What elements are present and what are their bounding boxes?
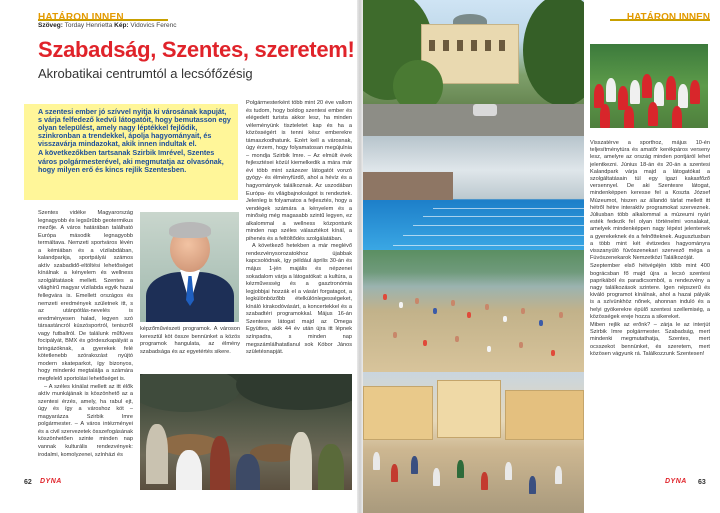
acrobat xyxy=(606,78,616,102)
acrobat xyxy=(600,104,610,128)
pedestrian xyxy=(373,452,380,470)
acrobat xyxy=(648,102,658,126)
body-column-right xyxy=(590,140,710,476)
pedestrian xyxy=(411,456,418,474)
byline-photo-label: Kép: xyxy=(114,22,129,29)
acrobat xyxy=(690,80,700,104)
bather xyxy=(383,294,387,300)
bather xyxy=(539,320,543,326)
body-column-b xyxy=(140,326,240,372)
spectator-stand xyxy=(363,172,453,200)
pool-lane xyxy=(433,208,584,209)
pedestrian xyxy=(433,468,440,486)
pedestrian xyxy=(457,460,464,478)
window xyxy=(429,40,435,51)
pool-lane xyxy=(413,225,584,226)
window xyxy=(443,40,449,51)
lead-paragraph: A szentesi ember jó szívvel nyitja ki városának kapuját, s várja felfedező kedvű látogatóit, hogy bemutasson egy olyan települést, amely nagy léptékkel fejlődik, szinkronban a trendekkel, ápolja hagyományait, és visszavárja mindazokat, akik innen indultak el. xyxy=(38,107,231,149)
acrobat xyxy=(666,76,676,100)
acrobat xyxy=(624,106,634,128)
body-column-c xyxy=(246,100,352,370)
section-rubric-right xyxy=(610,7,710,21)
car xyxy=(473,104,497,116)
magazine-logo-right: DYNA xyxy=(665,478,687,485)
person xyxy=(236,454,260,490)
bather xyxy=(503,316,507,322)
section-rubric-left xyxy=(38,7,168,21)
portrait-hair xyxy=(169,222,211,238)
bather xyxy=(393,332,397,338)
pedestrian xyxy=(391,464,398,482)
acrobat xyxy=(678,84,688,108)
pool-lane xyxy=(393,245,584,246)
article-headline: Szabadság, Szentes, szeretem! xyxy=(38,37,355,62)
person xyxy=(210,436,230,490)
portrait-photo xyxy=(140,212,239,322)
bather xyxy=(485,304,489,310)
acrobatics-team-photo xyxy=(590,44,708,128)
window xyxy=(471,40,477,51)
page-number-right: 63 xyxy=(698,479,706,486)
body-paragraph: képzőművészeti programok. A városon keresztül köt össze bennünket a közös programok hangulata, az élmény szabadsága és az egyetértés sikere. xyxy=(140,326,240,355)
bather xyxy=(551,350,555,356)
bather xyxy=(399,302,403,308)
article-subhead: Akrobatikai centrumtól a lecsófőzésig xyxy=(38,66,253,81)
pedestrian xyxy=(481,472,488,490)
house xyxy=(437,380,501,438)
body-paragraph: Polgármesterként több mint 20 éve vallom és tudom, hogy boldog szentesi ember és elégedett turista akkor lesz, ha minden véleményünk tiszteletet kap és ha a közösségért is tenni kész emberekre támaszkodhatunk. Ezért kell a városnak, úgy érzem, hogy folyamatosan megújulnia – mondja Szirbik Imre. – Az elmúlt évek fejlesztései közül kiemelkedik a mára már évi több mint százezer látogatót vonzó gyógy- és élményfürdő, ahol a hévíz és a hagyományok találkoznak. Az uszodában Európa- és világbajnokságot is rendeztek. Jelenleg is folyamatos a fejlesztés, hogy a vendégek számára a kényelem és a minőség még magasabb szintű legyen, ez alkalommal a wellness központunk minden nap széles választékot kínál, a pihenés és a feltöltődés szolgálatában. xyxy=(246,100,352,242)
bather xyxy=(467,312,471,318)
pool-lane xyxy=(423,216,584,217)
bather xyxy=(451,300,455,306)
indoor-pool-photo xyxy=(363,136,584,250)
market-crowd-photo xyxy=(140,374,352,490)
bather xyxy=(455,336,459,342)
street-festival-photo xyxy=(363,372,584,513)
person xyxy=(318,444,344,490)
body-paragraph: Szeptember első hétvégéjén több mint 400 bográcsban fő majd újra a lecsó szentesi paprikából és paradicsomból, a rendezvény a nagy találkozások szintere. Igen népszerű és kiváló programot kínálnak, ahol a hazai pályák is a szívünkhöz nőnek, ahonnan induló és a helyi gyökerekre épülő szentesi szellemiség, a közösségek ereje hozza a sikereket. xyxy=(590,263,710,320)
acrobat xyxy=(630,80,640,104)
bather xyxy=(487,346,491,352)
window xyxy=(485,40,491,51)
house xyxy=(363,386,433,440)
bather xyxy=(415,298,419,304)
tree xyxy=(523,0,584,106)
pool-lane xyxy=(403,235,584,236)
section-rubric-left-text: HATÁRON INNEN xyxy=(38,12,124,23)
acrobat xyxy=(642,74,652,98)
page-number-left: 62 xyxy=(24,479,32,486)
bather xyxy=(433,308,437,314)
section-rubric-right-text: HATÁRON INNEN xyxy=(626,12,710,23)
magazine-logo-left: DYNA xyxy=(40,478,62,485)
window xyxy=(457,40,463,51)
bather xyxy=(521,308,525,314)
body-column-a xyxy=(38,210,133,476)
bather xyxy=(423,340,427,346)
lead-paragraph: A következőkben tartsanak Szirbik Imrével, Szentes város polgármesterével, aki megmutatja az olvasónak, hogy milyen erő és kincs rejlik Szentesben. xyxy=(38,148,224,174)
bather xyxy=(559,312,563,318)
byline xyxy=(38,22,177,29)
house xyxy=(505,390,584,440)
lead-box xyxy=(24,104,238,200)
crowded-beach-photo xyxy=(363,250,584,372)
tree-canopy xyxy=(236,374,352,410)
byline-text-author: Torday Henrietta xyxy=(64,22,113,29)
pedestrian xyxy=(555,466,562,484)
person xyxy=(146,424,168,484)
town-hall-photo xyxy=(363,0,584,136)
body-paragraph: A következő hetekben a már meglévő rendezvénysorozatokhoz újabbak kapcsolódnak, így például április 30-án és május 1-jén majális és népzenei sokadalom várja a látogatókat: a kultúra, a kézművesség és a gasztronómia legjobbjai hozzák el a vásári forgatagot, a legkülönbözőbb ételkülönlegességeket, kínáló kirakodóvásárt, a koncertekkel és a szabadtéri programokkal. Május 16-án Szentesre látogat majd az Omega Együttes, akik 44 év után újra itt lépnek színpadra, s minden nap megszámlálhatatlanul sok Kóbor János születésnapját. xyxy=(246,243,352,356)
byline-text-label: Szöveg: xyxy=(38,22,63,29)
pedestrian xyxy=(505,462,512,480)
body-paragraph: Szentes vidéke Magyarország legnagyobb és legsűrűbb geotermikus mezője. A város határában található Európa második legnagyobb termáltava. Nemzeti sportváros lévén a kémiában és a vízilabdában, kalandparkja, sportpályái számos aktív szabadidő-eltöltési lehetőséget kínálnak a kényelem és wellness szolgáltatások mellett. Szentes a világhírű magyar vízilabda egyik hazai fellegvára is. Emellett országos és nemzeti eredmények születnek itt, s az utánpótlás-nevelés is eredményesen halad, legyen szó társastáncról kúszósportról, teniszről vagy futballról. De találunk műfüves focipályát, BMX és gördeszkapályát a bringázóknak, a gyerekek felé kötetlenebb szórakozást nyújtó modern skateparkot, így bizonyos, hogy mindenki megtalálja a számára megfelelő sportolási lehetőséget is. xyxy=(38,210,133,383)
acrobat xyxy=(672,106,682,128)
pedestrian xyxy=(529,476,536,494)
tent-canopy xyxy=(140,374,240,412)
body-paragraph: – A széles kínálat mellett az itt élők aktív munkájának is köszönhető az a szentesi érzés, amely, ha rabul ejt, úgy és így a városhoz köt – magyarázza Szirbik Imre polgármester. – A város intézményei és a civil szervezetek összefogásának köszönhetően szinte minden nap vannak kulturális rendezvények: irodalmi, komolyzenei, színházi és xyxy=(38,383,133,458)
window xyxy=(499,40,505,51)
person xyxy=(176,450,202,490)
body-paragraph: Visszatérve a sporthoz, május 10-én teljesítménytúra és amatőr kerékpáros verseny lesz, amelyre az ország minden pontjáról lehet jelentkezni. Június 18-án és 20-án a szentesi Kalandpark várja majd a látogatókat a szolgáltatásain túl egy igazi kakasfőző versennyel. De aki Szentesre látogat, mindenképpen keresse fel a Koszta József Múzeumot, hiszen az állandó tárlat mellett itt hétről hétre interaktív programokat szerveznek. Júliusban több alkalommal a múzeumi nyári esték fedezik fel olyan történelmi vonalakat, amelyek mindenképpen nagy lépést jelentenek a gyerekeknek és a felnőtteknek. Augusztusban a több mint két évtizedes hagyományra visszanyúló fúvószenekari szervező méga a Fúvószenekarok Nemzetközi Találkozóját. xyxy=(590,140,710,262)
bather xyxy=(519,342,523,348)
person xyxy=(290,432,312,490)
body-paragraph: Miben rejlik az erőnk? – zárja le az interjút Szirbik Imre polgármester. Szabadság, mert mindenki megmutathatja, Szentes, mert ocsszekot bennünket, és szeretem, mert közösen vágyunk rá. Találkozzunk Szentesen! xyxy=(590,322,710,357)
byline-photo-author: Vidovics Ferenc xyxy=(130,22,177,29)
